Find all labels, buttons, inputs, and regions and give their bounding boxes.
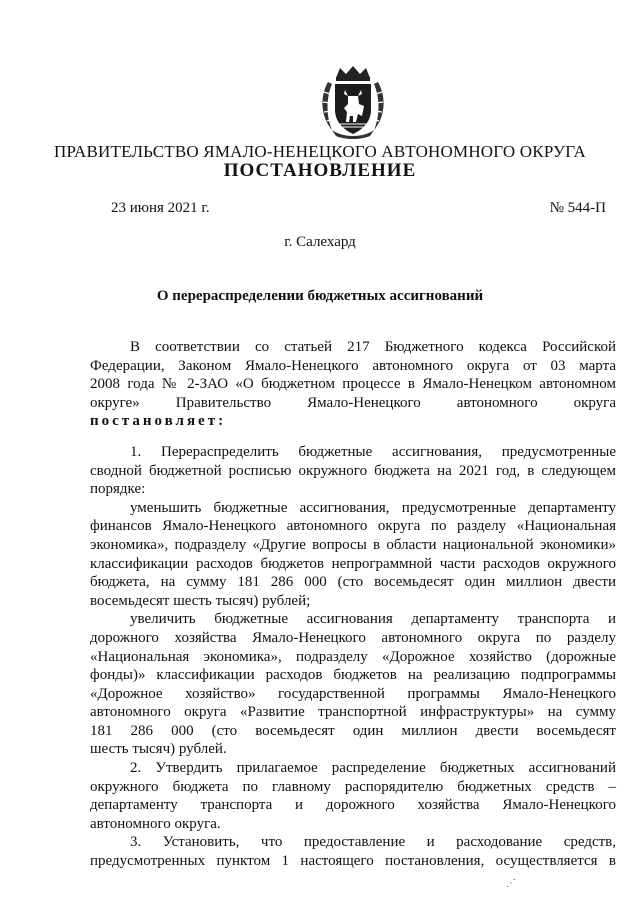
decree-word: постановляет: [90, 413, 227, 430]
text-line: классификации расходов бюджетов непрограммной части расходов окружного [90, 555, 616, 572]
text-line: фонды)» классификации расходов бюджетов на реализацию подпрограммы [90, 667, 616, 684]
text-line: автономного округа «Развитие транспортной инфраструктуры» на сумму [90, 704, 616, 721]
document-type: ПОСТАНОВЛЕНИЕ [223, 160, 417, 181]
government-name: ПРАВИТЕЛЬСТВО ЯМАЛО-НЕНЕЦКОГО АВТОНОМНОГО ОКРУГА [54, 142, 586, 161]
coat-of-arms-icon [318, 64, 388, 140]
text-line: В соответствии со статьей 217 Бюджетного кодекса Российской [130, 339, 616, 355]
text-line: 3. Установить, что предоставление и расходование средств, [130, 834, 616, 851]
scan-mark: ⋰ [506, 878, 516, 889]
item-1 [90, 443, 616, 759]
text-line: финансов Ямало-Ненецкого автономного округа по разделу «Национальная [90, 518, 616, 535]
text-line: порядке: [90, 481, 146, 498]
text-line: 2008 года № 2-ЗАО «О бюджетном процессе в Ямало-Ненецком автономном [90, 376, 616, 393]
text-line: бюджета, на сумму 181 286 000 (сто восемьдесят один миллион двести [90, 574, 616, 591]
item-2 [90, 759, 616, 833]
text-line: департаменту транспорта и дорожного хозяйства Ямало-Ненецкого [90, 797, 616, 814]
text-line: округе» Правительство Ямало-Ненецкого автономного округа [90, 394, 616, 411]
item-3 [90, 833, 616, 870]
text-line: экономика», подразделу «Другие вопросы в области национальной экономики» [90, 536, 616, 553]
text-line: шесть тысяч) рублей. [90, 741, 227, 758]
text-line: предусмотренных пунктом 1 настоящего постановления, осуществляется в [90, 853, 616, 870]
text-line: дорожного хозяйства Ямало-Ненецкого автономного округа по разделу [90, 629, 616, 646]
preamble [90, 338, 616, 431]
text-line: 181 286 000 (сто восемьдесят один миллион двести восемьдесят [90, 722, 616, 739]
document-subject: О перераспределении бюджетных ассигнований [156, 288, 484, 304]
text-line: 1. Перераспределить бюджетные ассигнования, предусмотренные [130, 443, 616, 460]
text-line: восемьдесят шесть тысяч) рублей; [90, 592, 311, 609]
text-line: 2. Утвердить прилагаемое распределение бюджетных ассигнований [130, 760, 616, 777]
document-city: г. Салехард [284, 234, 356, 250]
text-line: окружного бюджета по главному распорядителю бюджетных средств – [90, 778, 616, 795]
text-line: «Национальная экономика», подразделу «Дорожное хозяйство (дорожные [90, 648, 616, 665]
text-line: увеличить бюджетные ассигнования департаменту транспорта и [130, 611, 616, 628]
text-line: Федерации, Законом Ямало-Ненецкого автономного округа от 03 марта [90, 357, 616, 374]
text-line: автономного округа. [90, 815, 221, 832]
text-line: сводной бюджетной росписью окружного бюджета на 2021 год, в следующем [90, 462, 616, 479]
text-line: «Дорожное хозяйство» государственной программы Ямало-Ненецкого [90, 685, 616, 702]
document-number: № 544-П [549, 200, 606, 216]
text-line: уменьшить бюджетные ассигнования, предусмотренные департаменту [130, 499, 616, 516]
document-body [90, 338, 616, 871]
document-date: 23 июня 2021 г. [111, 200, 210, 216]
